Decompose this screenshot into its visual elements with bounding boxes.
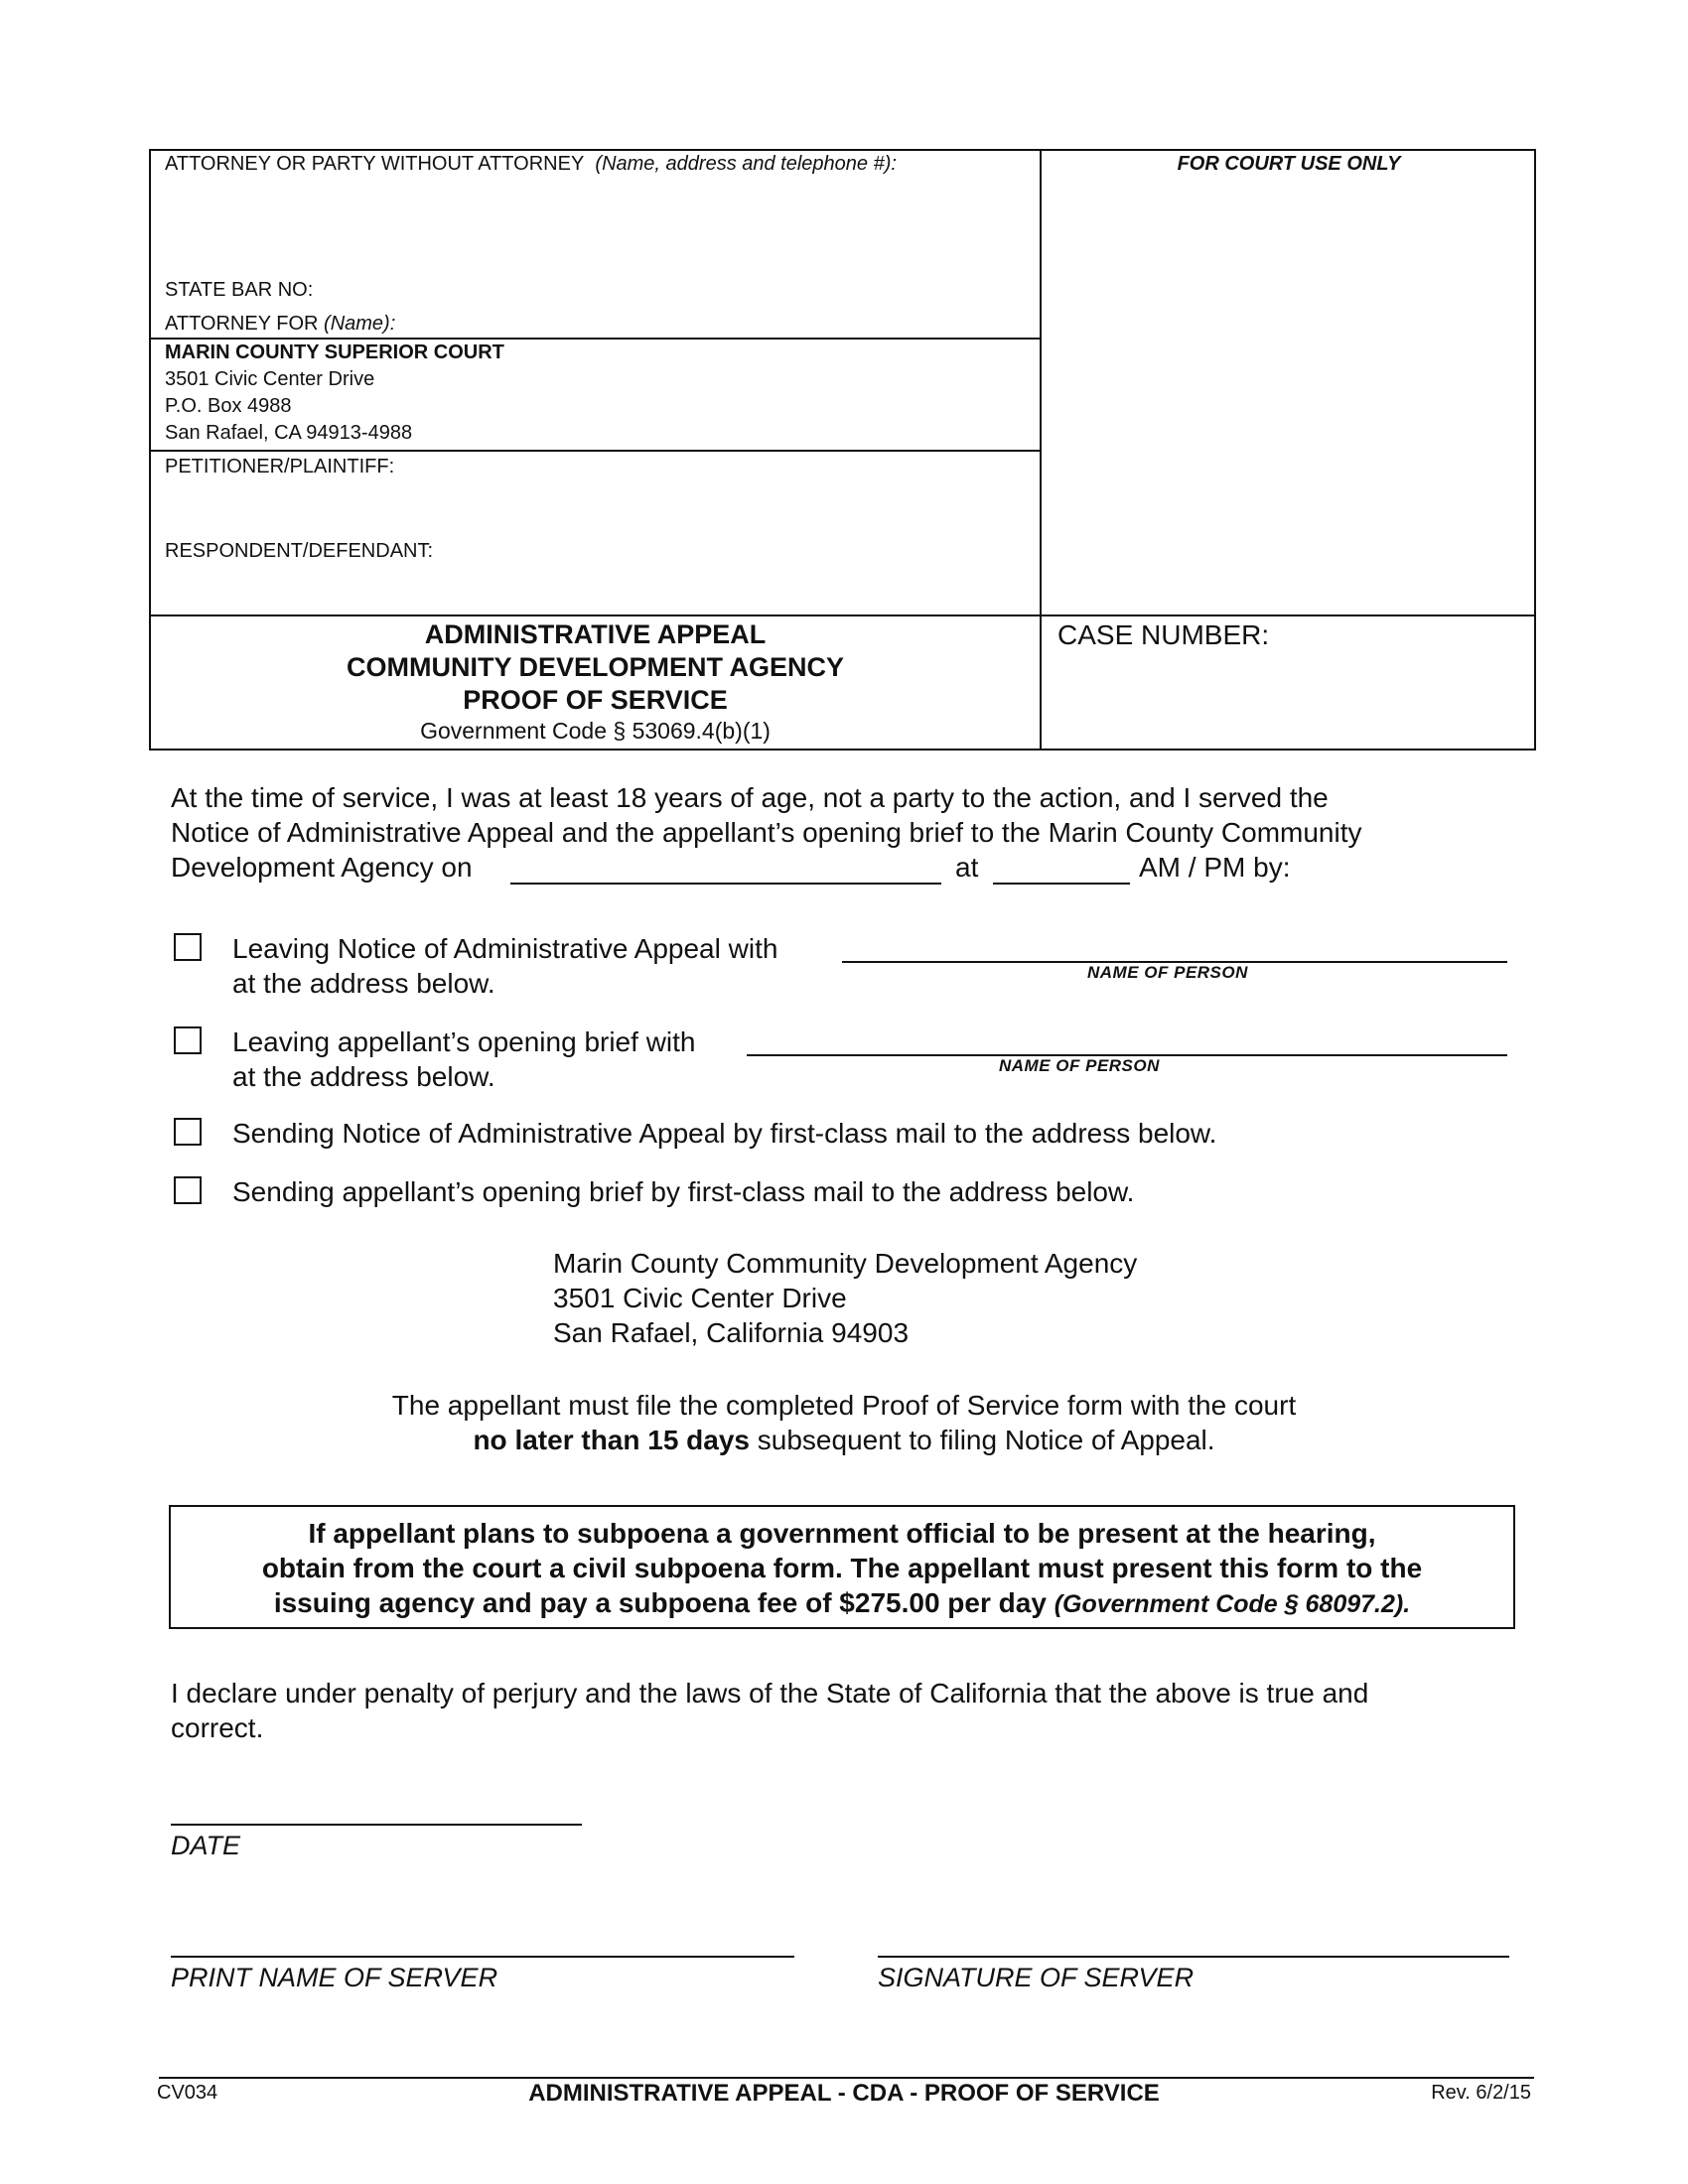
court-address-line-1: 3501 Civic Center Drive <box>165 368 375 390</box>
agency-address-line-3: San Rafael, California 94903 <box>553 1317 910 1348</box>
intro-line-3-start: Development Agency on <box>171 852 473 883</box>
subpoena-notice-box <box>169 1505 1515 1629</box>
intro-line-1: At the time of service, I was at least 18 years of age, not a party to the action, and I served the <box>171 782 1329 813</box>
print-name-field[interactable] <box>171 1956 794 1958</box>
agency-address-line-2: 3501 Civic Center Drive <box>553 1283 847 1313</box>
filing-deadline: no later than 15 days <box>473 1425 750 1455</box>
notice-recipient-caption: NAME OF PERSON <box>1087 963 1248 982</box>
caption-header-box <box>149 149 1536 751</box>
form-title-line-2: COMMUNITY DEVELOPMENT AGENCY <box>346 652 845 682</box>
intro-line-2: Notice of Administrative Appeal and the appellant’s opening brief to the Marin County Community <box>171 817 1362 848</box>
form-id: CV034 <box>157 2082 218 2104</box>
option-leave-notice-sub: at the address below. <box>232 968 495 999</box>
filing-note-line-1: The appellant must file the completed Proof of Service form with the court <box>391 1390 1297 1421</box>
subpoena-notice-line-3-row <box>171 1585 1513 1622</box>
state-bar-label: STATE BAR NO: <box>165 279 314 301</box>
case-number-label: CASE NUMBER: <box>1057 619 1270 650</box>
signature-field[interactable] <box>878 1956 1509 1958</box>
option-leave-brief-sub: at the address below. <box>232 1061 495 1092</box>
case-number-field[interactable] <box>1057 657 1524 737</box>
declaration-line-2: correct. <box>171 1712 264 1743</box>
brief-recipient-caption: NAME OF PERSON <box>999 1056 1160 1075</box>
subpoena-notice-line-2: obtain from the court a civil subpoena form. The appellant must present this form to the <box>261 1553 1423 1583</box>
attorney-hint: (Name, address and telephone #): <box>595 153 897 175</box>
attorney-for-row <box>165 311 395 338</box>
signature-label: SIGNATURE OF SERVER <box>878 1963 1195 1992</box>
header-divider-title <box>151 614 1534 616</box>
service-date-field[interactable] <box>510 883 941 885</box>
footer-divider <box>159 2077 1534 2079</box>
filing-note-line-2 <box>0 1423 1688 1457</box>
option-leave-brief-label: Leaving appellant’s opening brief with <box>232 1026 696 1057</box>
subpoena-code-reference: (Government Code § 68097.2). <box>1054 1590 1411 1618</box>
agency-address-line-1: Marin County Community Development Agency <box>553 1248 1138 1279</box>
attorney-for-label: ATTORNEY FOR <box>165 313 319 335</box>
footer-form-title: ADMINISTRATIVE APPEAL - CDA - PROOF OF SERVICE <box>528 2080 1160 2107</box>
attorney-label-row <box>165 151 897 178</box>
form-title-line-1: ADMINISTRATIVE APPEAL <box>424 619 767 649</box>
attorney-label: ATTORNEY OR PARTY WITHOUT ATTORNEY <box>165 153 585 175</box>
filing-note-line-2-rest: subsequent to filing Notice of Appeal. <box>750 1425 1215 1455</box>
form-title-block <box>151 618 1040 746</box>
intro-line-3-end: AM / PM by: <box>1139 852 1291 883</box>
checkbox-leave-notice[interactable] <box>174 933 202 961</box>
checkbox-mail-brief[interactable] <box>174 1176 202 1204</box>
form-title-line-3: PROOF OF SERVICE <box>463 685 728 715</box>
intro-line-3-at: at <box>955 852 979 883</box>
option-mail-notice-label: Sending Notice of Administrative Appeal by first-class mail to the address below. <box>232 1118 1217 1149</box>
court-use-label: FOR COURT USE ONLY <box>1177 153 1401 175</box>
declaration-line-1: I declare under penalty of perjury and the laws of the State of California that the above is true and <box>171 1678 1369 1708</box>
option-mail-brief-label: Sending appellant’s opening brief by first-class mail to the address below. <box>232 1176 1135 1207</box>
print-name-label: PRINT NAME OF SERVER <box>171 1963 498 1992</box>
service-time-field[interactable] <box>993 883 1130 885</box>
date-field[interactable] <box>171 1824 582 1826</box>
header-vertical-divider <box>1040 151 1042 749</box>
court-address-line-2: P.O. Box 4988 <box>165 395 292 417</box>
petitioner-label: PETITIONER/PLAINTIFF: <box>165 456 395 478</box>
option-leave-notice-label: Leaving Notice of Administrative Appeal with <box>232 933 778 964</box>
code-reference: Government Code § 53069.4(b)(1) <box>420 718 771 744</box>
date-label: DATE <box>171 1831 241 1860</box>
checkbox-mail-notice[interactable] <box>174 1118 202 1146</box>
subpoena-notice-line-3: issuing agency and pay a subpoena fee of $275.00 per day <box>273 1587 1047 1618</box>
subpoena-notice-line-1: If appellant plans to subpoena a government official to be present at the hearing, <box>308 1518 1376 1549</box>
court-address-line-3: San Rafael, CA 94913-4988 <box>165 422 413 444</box>
header-divider-court <box>151 450 1040 452</box>
court-name: MARIN COUNTY SUPERIOR COURT <box>165 341 504 363</box>
checkbox-leave-brief[interactable] <box>174 1026 202 1054</box>
attorney-for-hint: (Name): <box>324 313 396 335</box>
form-revision: Rev. 6/2/15 <box>1431 2082 1531 2104</box>
respondent-label: RESPONDENT/DEFENDANT: <box>165 540 434 562</box>
